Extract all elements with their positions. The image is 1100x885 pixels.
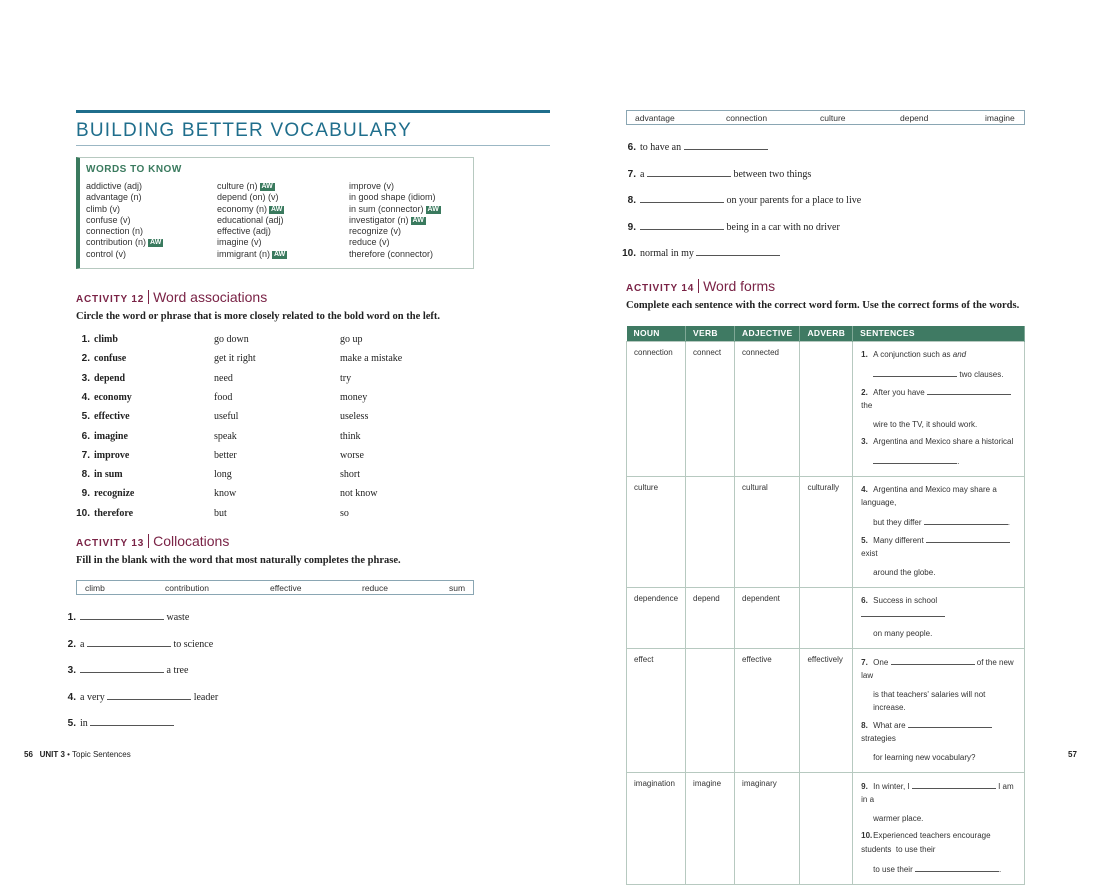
sentences-cell — [853, 648, 1025, 772]
answer-blank[interactable] — [107, 690, 191, 700]
answer-blank[interactable] — [640, 220, 724, 230]
activity-13-header — [76, 533, 229, 551]
word-bank-item: effective — [270, 583, 302, 593]
option-1[interactable]: get it right — [214, 353, 256, 365]
item-number: 10. — [76, 507, 90, 519]
word-form-adj: dependent — [735, 587, 800, 648]
word-association-row — [76, 450, 476, 469]
item-number: 6. — [627, 142, 636, 153]
academic-word-badge: AW — [271, 205, 283, 213]
answer-blank[interactable] — [926, 533, 1010, 543]
item-number: 6. — [81, 430, 90, 442]
word-form-row — [627, 587, 1025, 648]
words-column-3 — [349, 181, 441, 260]
word-association-row — [76, 373, 476, 392]
word-bank-item: depend — [900, 113, 929, 123]
option-2[interactable]: make a mistake — [340, 353, 403, 365]
sentence-continuation: wire to the TV, it should work. — [873, 419, 978, 429]
word-association-row — [76, 411, 476, 430]
answer-blank[interactable] — [908, 718, 992, 728]
header-verb: VERB — [686, 326, 735, 341]
fill-item: 8. on your parents for a place to live — [620, 193, 861, 206]
vocab-word: advantage (n) — [86, 192, 142, 203]
word-association-row — [76, 469, 476, 488]
word-bank-item: climb — [85, 583, 105, 593]
vocab-word: in sum (connector) — [349, 203, 424, 214]
option-1[interactable]: but — [214, 507, 227, 519]
option-2[interactable]: short — [340, 469, 360, 481]
target-word: improve — [94, 449, 130, 461]
fill-item: 9. being in a car with no driver — [620, 220, 840, 233]
word-form-adj: effective — [735, 648, 800, 772]
activity-title: Collocations — [153, 533, 230, 549]
word-association-row — [76, 353, 476, 372]
fill-item: 5. in — [60, 716, 174, 729]
target-word: confuse — [94, 353, 127, 365]
vocab-word: in good shape (idiom) — [349, 192, 436, 203]
target-word: imagine — [94, 430, 128, 442]
target-word: in sum — [94, 469, 123, 481]
target-word: effective — [94, 411, 130, 423]
vocab-word: educational (adj) — [217, 214, 284, 225]
fill-item: 2. a to science — [60, 637, 213, 650]
vocab-word: confuse (v) — [86, 214, 131, 225]
vocab-word: culture (n) — [217, 181, 258, 191]
word-form-verb: depend — [686, 587, 735, 648]
vocab-word: reduce (v) — [349, 237, 390, 248]
vocab-entry — [217, 249, 287, 260]
option-2[interactable]: try — [340, 372, 352, 384]
word-bank-item: culture — [820, 113, 846, 123]
word-form-adv: effectively — [800, 648, 853, 772]
word-bank-item: advantage — [635, 113, 675, 123]
item-number: 3. — [67, 665, 76, 676]
sentence: 3. Argentina and Mexico share a historical — [861, 436, 1014, 446]
item-number: 3. — [81, 372, 90, 384]
word-form-noun: connection — [627, 341, 686, 476]
option-1[interactable]: food — [214, 391, 233, 403]
option-1[interactable]: know — [214, 488, 237, 500]
title-divider — [76, 145, 550, 146]
fill-item: 1. waste — [60, 610, 189, 623]
word-form-adj: imaginary — [735, 772, 800, 884]
sentence-continuation: warmer place. — [873, 813, 924, 823]
word-bank-item: imagine — [985, 113, 1015, 123]
sentences-cell — [853, 341, 1025, 476]
vocab-entry — [86, 237, 163, 248]
word-association-row — [76, 431, 476, 450]
word-form-verb: connect — [686, 341, 735, 476]
activity-title: Word forms — [703, 278, 776, 294]
sentence: 4. Argentina and Mexico may share a language, — [861, 484, 997, 507]
activity-14-header — [626, 278, 775, 296]
fill-item: 4. a very leader — [60, 690, 218, 703]
fill-item: 10. normal in my — [620, 246, 780, 259]
sentence-number: 1. — [861, 349, 868, 359]
left-footer: 56 UNIT 3 • Topic Sentences — [24, 750, 131, 759]
target-word: therefore — [94, 507, 134, 519]
answer-blank[interactable] — [915, 862, 999, 872]
sentence-number: 3. — [861, 436, 868, 446]
word-bank-item: sum — [449, 583, 466, 593]
page-number: 56 — [24, 750, 33, 759]
sentences-cell — [853, 476, 1025, 587]
word-form-adv — [800, 587, 853, 648]
sentence-continuation: . — [861, 454, 1018, 468]
target-word: climb — [94, 334, 118, 345]
sentence-continuation: two clauses. — [861, 367, 1018, 381]
activity-label: ACTIVITY 13 — [76, 538, 145, 549]
sentence-number: 7. — [861, 657, 868, 667]
fill-item: 3. a tree — [60, 663, 188, 676]
activity-label: ACTIVITY 14 — [626, 283, 695, 294]
academic-word-badge: AW — [261, 183, 273, 190]
option-1[interactable]: speak — [214, 430, 237, 442]
page-title: BUILDING BETTER VOCABULARY — [76, 120, 412, 141]
right-page-number: 57 — [1068, 750, 1077, 759]
item-number: 10. — [622, 248, 636, 259]
vocab-word: effective (adj) — [217, 226, 271, 237]
option-2[interactable]: so — [340, 507, 349, 519]
option-2[interactable]: useless — [340, 411, 369, 423]
item-number: 7. — [81, 449, 90, 461]
sentence-number: 8. — [861, 720, 868, 730]
sentence: 7. One of the new law — [861, 655, 1018, 682]
answer-blank[interactable] — [873, 454, 957, 464]
answer-blank[interactable] — [684, 140, 768, 150]
option-1[interactable]: need — [214, 372, 233, 384]
header-sentences: SENTENCES — [853, 326, 1025, 341]
vocab-word: control (v) — [86, 248, 127, 259]
vocab-word: economy (n) — [217, 203, 268, 214]
header-adjective: ADJECTIVE — [735, 326, 800, 341]
option-2[interactable]: go up — [340, 334, 363, 345]
word-form-noun: imagination — [627, 772, 686, 884]
item-number: 4. — [81, 391, 90, 403]
word-form-adj: connected — [735, 341, 800, 476]
sentence-number: 2. — [861, 387, 868, 397]
word-form-adv — [800, 772, 853, 884]
word-bank-item: connection — [726, 113, 768, 123]
item-number: 9. — [627, 221, 636, 233]
activity-12-instruction: Circle the word or phrase that is more closely related to the bold word on the left. — [76, 311, 441, 322]
option-1[interactable]: useful — [214, 411, 239, 423]
vocab-entry — [349, 204, 441, 215]
answer-blank[interactable] — [924, 515, 1008, 525]
activity-label: ACTIVITY 12 — [76, 294, 145, 305]
vocab-word: addictive (adj) — [86, 181, 143, 191]
fill-item: 6. to have an — [620, 140, 768, 153]
target-word: recognize — [94, 488, 135, 500]
word-association-row — [76, 334, 476, 353]
activity-12-header — [76, 289, 267, 307]
answer-blank[interactable] — [696, 246, 780, 256]
vocab-entry — [217, 204, 287, 215]
vocab-word: investigator (n) — [349, 214, 409, 225]
vocab-word: connection (n) — [86, 226, 144, 237]
vocab-word: imagine (v) — [217, 237, 262, 248]
sentence-continuation: but they differ . — [861, 515, 1018, 529]
word-form-row — [627, 648, 1025, 772]
academic-word-badge: AW — [150, 239, 162, 247]
word-form-adv — [800, 341, 853, 476]
word-bank-right — [626, 110, 1025, 125]
word-form-row — [627, 476, 1025, 587]
answer-blank[interactable] — [873, 367, 957, 377]
vocab-word: immigrant (n) — [217, 248, 271, 259]
item-number: 2. — [81, 353, 90, 365]
answer-blank[interactable] — [640, 193, 724, 203]
section-label: Topic Sentences — [72, 750, 131, 759]
answer-blank[interactable] — [80, 663, 164, 673]
fill-item: 7. a between two things — [620, 167, 811, 180]
option-2[interactable]: think — [340, 430, 361, 442]
word-form-noun: culture — [627, 476, 686, 587]
vocab-word: recognize (v) — [349, 226, 402, 237]
sentence-number: 9. — [861, 781, 868, 791]
sentences-cell — [853, 772, 1025, 884]
academic-word-badge: AW — [412, 216, 424, 224]
word-form-row — [627, 772, 1025, 884]
option-2[interactable]: worse — [340, 449, 364, 461]
vocab-word: climb (v) — [86, 203, 120, 214]
sentence: 9. In winter, I I am in a — [861, 779, 1018, 806]
item-number: 2. — [67, 638, 76, 650]
answer-blank[interactable] — [80, 610, 164, 620]
word-form-noun: dependence — [627, 587, 686, 648]
sentence: 6. Success in school — [861, 594, 1018, 621]
option-1[interactable]: long — [214, 469, 232, 481]
word-bank-item: reduce — [362, 583, 388, 593]
word-association-row — [76, 508, 476, 527]
sentence-continuation: around the globe. — [873, 567, 936, 577]
item-number: 9. — [81, 488, 90, 500]
sentence-continuation: to use their . — [861, 862, 1018, 876]
word-form-noun: effect — [627, 648, 686, 772]
word-form-verb: imagine — [686, 772, 735, 884]
word-form-row — [627, 341, 1025, 476]
vocab-entry — [217, 181, 287, 192]
word-bank-item: contribution — [165, 583, 209, 593]
title-accent-bar — [76, 110, 550, 113]
sentence: 10.Experienced teachers encourage students to use their — [861, 830, 991, 854]
sentence-continuation: is that teachers' salaries will not increase. — [873, 689, 986, 712]
option-1[interactable]: better — [214, 449, 237, 461]
word-form-adv: culturally — [800, 476, 853, 587]
words-column-1 — [86, 181, 163, 260]
item-number: 5. — [67, 718, 76, 729]
word-association-row — [76, 488, 476, 507]
answer-blank[interactable] — [891, 655, 975, 665]
header-noun: NOUN — [627, 326, 686, 341]
target-word: economy — [94, 391, 132, 403]
item-number: 8. — [81, 469, 90, 481]
sentence-number: 4. — [861, 484, 868, 494]
item-number: 4. — [67, 691, 76, 703]
answer-blank[interactable] — [647, 167, 731, 177]
sentence: 5. Many different exist — [861, 533, 1018, 560]
sentence-number: 5. — [861, 535, 868, 545]
words-to-know-heading: WORDS TO KNOW — [86, 164, 182, 175]
word-bank-left — [76, 580, 474, 595]
vocab-word: therefore (connector) — [349, 248, 434, 259]
vocab-word: improve (v) — [349, 181, 395, 191]
sentences-cell — [853, 587, 1025, 648]
answer-blank[interactable] — [87, 637, 171, 647]
word-form-adj: cultural — [735, 476, 800, 587]
answer-blank[interactable] — [90, 716, 174, 726]
vocab-entry — [349, 215, 441, 226]
sentence: 1. A conjunction such as and — [861, 349, 967, 359]
word-form-verb — [686, 648, 735, 772]
sentence-number: 10. — [861, 830, 873, 840]
vocab-word: depend (on) (v) — [217, 192, 279, 203]
option-2[interactable]: money — [340, 391, 368, 403]
sentence-continuation: for learning new vocabulary? — [873, 752, 976, 762]
header-adverb: ADVERB — [800, 326, 853, 341]
word-forms-table — [626, 326, 1025, 885]
answer-blank[interactable] — [912, 779, 996, 789]
activity-title: Word associations — [153, 289, 268, 305]
sentence-number: 6. — [861, 595, 868, 605]
item-number: 1. — [81, 334, 90, 345]
words-column-2 — [217, 181, 287, 260]
answer-blank[interactable] — [927, 385, 1011, 395]
academic-word-badge: AW — [274, 250, 286, 258]
word-form-verb — [686, 476, 735, 587]
vocab-word: contribution (n) — [86, 237, 147, 248]
activity-14-instruction: Complete each sentence with the correct word form. Use the correct forms of the words. — [626, 300, 1020, 311]
academic-word-badge: AW — [427, 205, 439, 213]
option-2[interactable]: not know — [340, 488, 378, 500]
answer-blank[interactable] — [861, 607, 945, 617]
sentence: 8. What are strategies — [861, 718, 1018, 745]
unit-label: UNIT 3 — [39, 750, 65, 759]
sentence: 2. After you have the — [861, 385, 1018, 412]
target-word: depend — [94, 372, 126, 384]
sentence-continuation: on many people. — [873, 628, 933, 638]
activity-13-instruction: Fill in the blank with the word that most naturally completes the phrase. — [76, 555, 401, 566]
item-number: 7. — [627, 168, 636, 180]
option-1[interactable]: go down — [214, 334, 249, 345]
item-number: 1. — [67, 612, 76, 623]
word-association-row — [76, 392, 476, 411]
item-number: 8. — [627, 195, 636, 206]
item-number: 5. — [81, 411, 90, 423]
